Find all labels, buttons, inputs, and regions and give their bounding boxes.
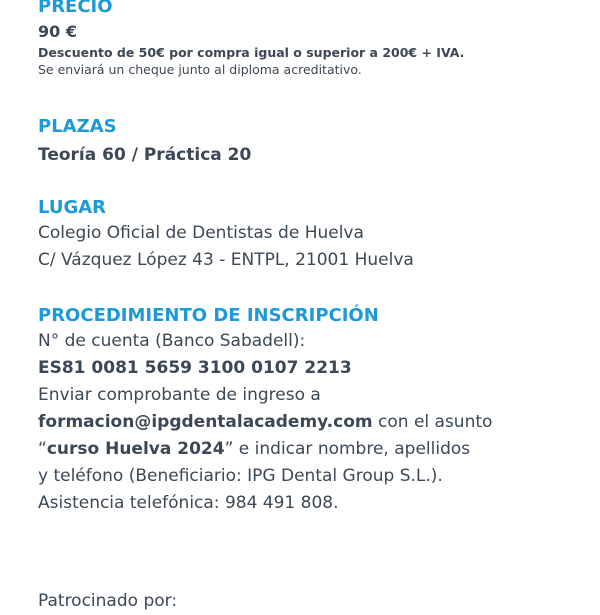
indicate-text: e indicar nombre, apellidos (233, 439, 471, 459)
lugar-line-2: C/ Vázquez López 43 - ENTPL, 21001 Huelva (38, 250, 414, 270)
procedimiento-section (38, 305, 492, 517)
account-label: N° de cuenta (Banco Sabadell): (38, 331, 306, 351)
plazas-heading: PLAZAS (38, 116, 117, 137)
procedimiento-heading: PROCEDIMIENTO DE INSCRIPCIÓN (38, 305, 379, 326)
footer-section (38, 588, 177, 615)
precio-note: Se enviará un cheque junto al diploma acreditativo. (38, 62, 362, 77)
precio-heading: PRECIO (38, 0, 113, 17)
account-number (38, 355, 492, 382)
lugar-section (38, 197, 414, 274)
email-address: formacion@ipgdentalacademy.com (38, 412, 373, 432)
precio-section (38, 0, 464, 78)
account-number-value: ES81 0081 5659 3100 0107 2213 (38, 358, 352, 378)
sponsored-label: Patrocinado por: (38, 591, 178, 611)
lugar-line-1: Colegio Oficial de Dentistas de Huelva (38, 223, 364, 243)
assistance-text: Asistencia telefónica: 984 491 808. (38, 493, 339, 513)
lugar-heading: LUGAR (38, 197, 107, 218)
quote-close: ” (224, 439, 234, 459)
plazas-section (38, 116, 251, 166)
precio-amount: 90 € (38, 22, 77, 41)
precio-discount: Descuento de 50€ por compra igual o superior a 200€ + IVA. (38, 45, 465, 60)
phone-text: y teléfono (Beneficiario: IPG Dental Group S.L.). (38, 466, 443, 486)
subject-text: con el asunto (372, 412, 493, 432)
send-text: Enviar comprobante de ingreso a (38, 385, 321, 405)
quote-open: “ (38, 439, 47, 459)
subject-value: curso Huelva 2024 (46, 439, 225, 459)
subject-line (38, 436, 492, 463)
plazas-value: Teoría 60 / Práctica 20 (38, 145, 252, 165)
email-line (38, 409, 492, 436)
